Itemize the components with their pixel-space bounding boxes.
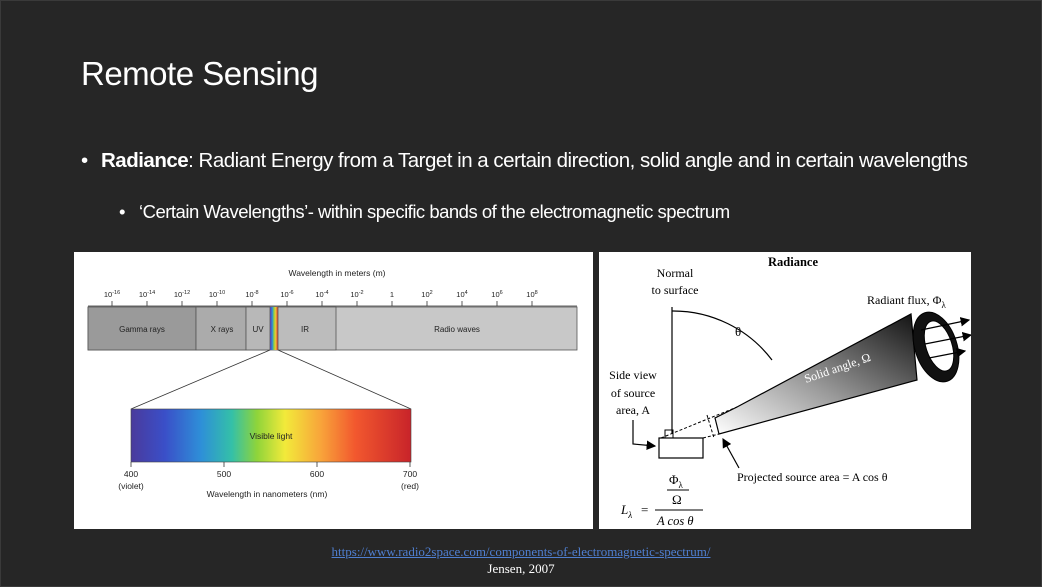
top-tick-label: $10^{-8}$ (245, 290, 259, 299)
slide-title: Remote Sensing (81, 55, 318, 92)
projection-line-bottom (703, 434, 719, 438)
bullet-radiance (81, 149, 967, 173)
bottom-tick-label: 700 (402, 469, 418, 479)
radiance-diagram (599, 252, 971, 529)
eq-equals: = (641, 502, 649, 517)
sub-bullet-wavelengths (119, 201, 730, 223)
top-tick-label: $10^{-6}$ (280, 290, 294, 299)
bullet-dot: • (81, 149, 88, 172)
band-visible (270, 307, 278, 350)
theta-arc (672, 311, 772, 360)
bottom-axis-label: Wavelength in nanometers (nm) (206, 489, 328, 499)
bottom-tick-label: 500 (216, 469, 232, 479)
top-tick-label: $10^4$ (456, 290, 468, 299)
side-view-label-3: area, A (616, 403, 650, 417)
band-label-ir: IR (301, 325, 309, 334)
top-tick-label: $10^{-10}$ (208, 290, 226, 299)
top-tick-label: $10^8$ (526, 290, 538, 299)
em-spectrum-figure (74, 252, 593, 529)
eq-denominator: A cos θ (657, 514, 694, 528)
citation: Jensen, 2007 (487, 561, 555, 576)
bottom-tick-group (118, 462, 419, 491)
sub-bullet-text: ‘Certain Wavelengths’- within specific bands of the electromagnetic spectrum (139, 201, 730, 222)
visible-light-label: Visible light (249, 431, 293, 441)
top-tick-label: $10^2$ (421, 290, 433, 299)
source-link[interactable]: https://www.radio2space.com/components-of-electromagnetic-spectrum/ (331, 544, 711, 559)
top-tick-label: $10^{-2}$ (350, 290, 364, 299)
bottom-tick-note: (violet) (118, 481, 144, 491)
top-tick-label: 1 (389, 290, 395, 299)
projected-area-arrow (723, 439, 739, 468)
zoom-line-left (131, 350, 270, 409)
radiant-flux-label: Radiant flux, $\Phi_\lambda$ (867, 293, 946, 310)
eq-omega: Ω (672, 492, 682, 507)
bottom-tick-label: 600 (309, 469, 325, 479)
top-tick-label: $10^{-12}$ (173, 290, 191, 299)
band-label-radio: Radio waves (434, 325, 480, 334)
band-label-uv: UV (252, 325, 264, 334)
top-tick-label: $10^{-4}$ (315, 290, 329, 299)
theta-label: θ (735, 324, 742, 339)
bullet-term: Radiance (101, 149, 189, 172)
bottom-tick-label: 400 (123, 469, 139, 479)
zoom-line-right (278, 350, 411, 409)
top-tick-label: $10^{-16}$ (103, 290, 121, 299)
normal-label-2: to surface (651, 283, 699, 297)
top-tick-label: $10^{-14}$ (138, 290, 156, 299)
radiance-title: Radiance (768, 255, 818, 269)
em-spectrum-svg (74, 252, 593, 529)
normal-label-1: Normal (656, 266, 694, 280)
bottom-tick-note: (red) (401, 481, 419, 491)
top-tick-label: $10^6$ (491, 290, 503, 299)
solid-angle-label: Solid angle, Ω (802, 350, 873, 386)
top-tick-group (104, 290, 538, 306)
side-view-arrow (633, 420, 655, 446)
side-view-label-2: of source (610, 386, 656, 400)
source-area (659, 438, 703, 458)
projected-area-label: Projected source area = A cos θ (737, 470, 888, 484)
band-label-gamma: Gamma rays (119, 325, 165, 334)
radiance-svg (599, 252, 971, 529)
eq-numerator-phi: $\Phi_\lambda$ (669, 472, 683, 490)
bullet-text: : Radiant Energy from a Target in a certain direction, solid angle and in certain wavelengths (188, 149, 968, 172)
side-view-label-1: Side view (609, 368, 657, 382)
eq-radiance-symbol: $L_\lambda$ (621, 502, 633, 520)
band-label-xray: X rays (210, 325, 234, 334)
top-axis-label: Wavelength in meters (m) (288, 268, 386, 278)
bullet-dot: • (119, 201, 125, 222)
